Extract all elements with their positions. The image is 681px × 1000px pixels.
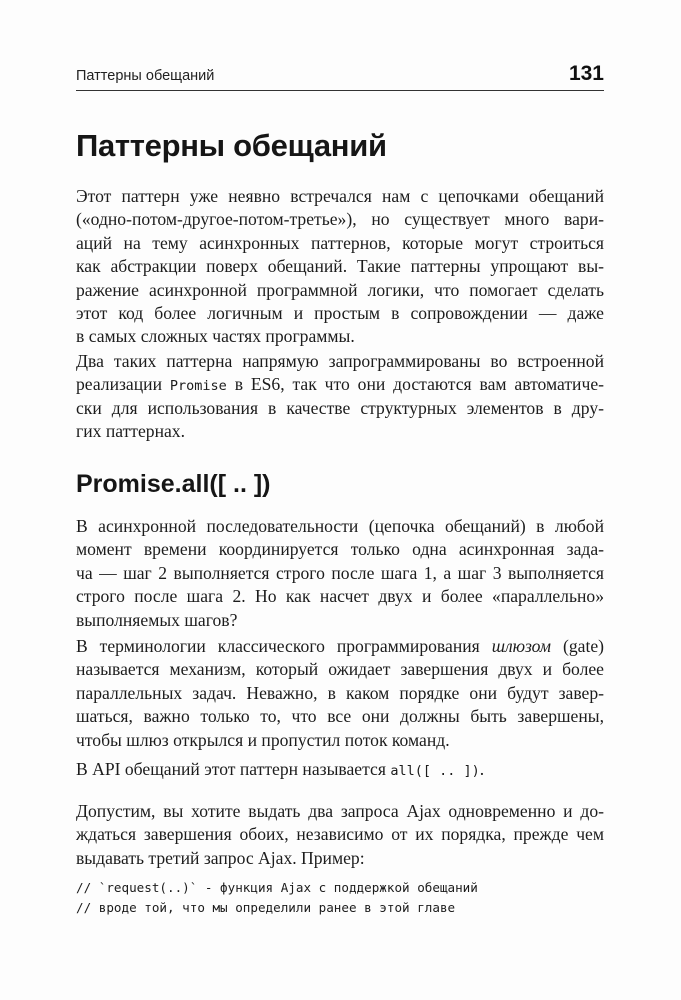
text-line: выполняемых шагов? bbox=[76, 609, 238, 630]
text-line: строго после шага 2. Но как насчет двух и более «параллельно» bbox=[76, 586, 604, 607]
text-line: Два таких паттерна напрямую запрограммированы во встроенной bbox=[76, 351, 604, 371]
text-line: чтобы шлюз открылся и пропустил поток команд. bbox=[76, 729, 450, 750]
text-line: ражение асинхронной программной логики, что помогает сделать bbox=[76, 279, 604, 300]
text-line: в самых сложных частях программы. bbox=[76, 326, 355, 347]
text-line: ски для использования в качестве структурных элементов в дру- bbox=[76, 397, 604, 418]
text-line bbox=[76, 758, 604, 781]
code-line: // вроде той, что мы определили ранее в этой главе bbox=[76, 900, 456, 915]
text-line: Допустим, вы хотите выдать два запроса Ajax одновременно и до- bbox=[76, 801, 604, 821]
text-line: шаться, важно только то, что все они должны быть завершены, bbox=[76, 706, 604, 727]
text-line: Этот паттерн уже неявно встречался нам с цепочками обещаний bbox=[76, 186, 604, 206]
text-line: гих паттернах. bbox=[76, 421, 185, 442]
code-block bbox=[76, 878, 478, 918]
ajax-paragraph bbox=[76, 800, 604, 870]
running-head-title: Паттерны обещаний bbox=[76, 68, 215, 84]
text-run: . bbox=[479, 759, 485, 779]
intro-paragraph bbox=[76, 185, 604, 349]
inline-code-promise: Promise bbox=[169, 378, 227, 395]
builtin-patterns-paragraph bbox=[76, 350, 604, 444]
chapter-heading: Паттерны обещаний bbox=[76, 128, 387, 163]
text-line: В асинхронной последовательности (цепочка обещаний) в любой bbox=[76, 516, 604, 536]
text-line bbox=[76, 373, 604, 396]
text-run: В терминологии классического программирования bbox=[76, 636, 492, 656]
text-line: момент времени координируется только одна асинхронная зада- bbox=[76, 539, 604, 560]
text-line: называется механизм, который ожидает завершения двух и более bbox=[76, 659, 604, 680]
running-head bbox=[76, 60, 604, 91]
inline-code-all: all([ .. ]) bbox=[390, 763, 480, 779]
text-line: выдавать третий запрос Ajax. Пример: bbox=[76, 847, 365, 868]
text-line: ча — шаг 2 выполняется строго после шага 1, а шаг 3 выполняется bbox=[76, 562, 604, 583]
text-line: параллельных задач. Неважно, в каком порядке они будут завер- bbox=[76, 682, 604, 703]
code-line: // `request(..)` - функция Ajax с поддержкой обещаний bbox=[76, 880, 478, 895]
text-line: ждаться завершения обоих, независимо от их порядка, прежде чем bbox=[76, 824, 604, 845]
text-run: В API обещаний этот паттерн называется bbox=[76, 759, 391, 779]
text-run: в ES6, так что они достаются вам автоматиче- bbox=[226, 374, 604, 395]
text-line: этот код более логичным и простым в сопровождении — даже bbox=[76, 302, 604, 323]
page-number: 131 bbox=[568, 62, 604, 85]
text-line bbox=[76, 635, 604, 658]
text-line: как абстракции поверх обещаний. Такие паттерны упрощают вы- bbox=[76, 256, 604, 277]
text-run: (gate) bbox=[551, 636, 605, 656]
section-heading: Promise.all([ .. ]) bbox=[76, 470, 271, 498]
emphasis-term: шлюзом bbox=[491, 636, 552, 656]
gate-paragraph bbox=[76, 635, 604, 752]
text-run: реализации bbox=[76, 374, 170, 395]
text-line: («одно-потом-другое-потом-третье»), но существует много вари- bbox=[76, 209, 604, 230]
api-paragraph bbox=[76, 758, 604, 781]
text-line: аций на тему асинхронных паттернов, которые могут строиться bbox=[76, 232, 604, 253]
sequence-paragraph bbox=[76, 515, 604, 632]
